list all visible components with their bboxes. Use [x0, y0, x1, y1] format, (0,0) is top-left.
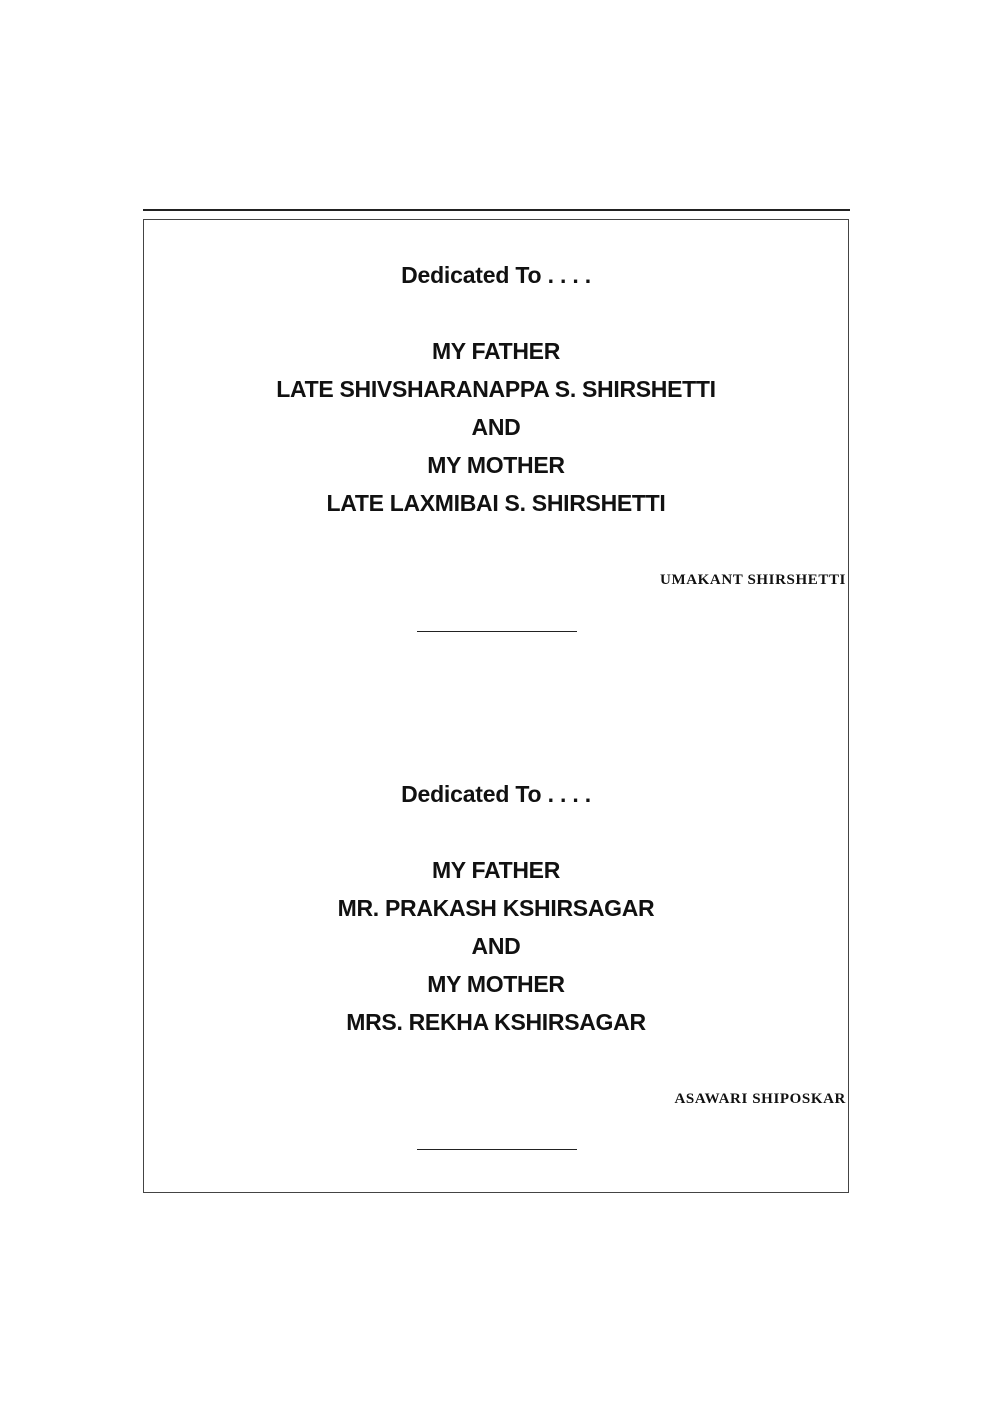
dedication-line: LATE SHIVSHARANAPPA S. SHIRSHETTI	[276, 376, 716, 402]
dedication-line: MY FATHER	[431, 857, 561, 883]
top-rule	[143, 209, 850, 211]
dedication-line: MRS. REKHA KSHIRSAGAR	[346, 1009, 646, 1035]
signature: UMAKANT SHIRSHETTI	[660, 572, 846, 588]
signature-rule	[417, 631, 577, 632]
dedication-line: MY MOTHER	[427, 452, 565, 478]
dedication-line: MY FATHER	[431, 338, 561, 364]
dedication-heading: Dedicated To . . . .	[401, 781, 591, 807]
dedication-line: MR. PRAKASH KSHIRSAGAR	[337, 895, 655, 921]
dedication-heading: Dedicated To . . . .	[401, 262, 591, 288]
dedication-line: MY MOTHER	[427, 971, 565, 997]
dedication-frame	[143, 219, 849, 1193]
dedication-line: AND	[471, 414, 521, 440]
signature: ASAWARI SHIPOSKAR	[674, 1091, 846, 1107]
dedication-line: AND	[471, 933, 521, 959]
dedication-line: LATE LAXMIBAI S. SHIRSHETTI	[326, 490, 666, 516]
signature-rule	[417, 1149, 577, 1150]
